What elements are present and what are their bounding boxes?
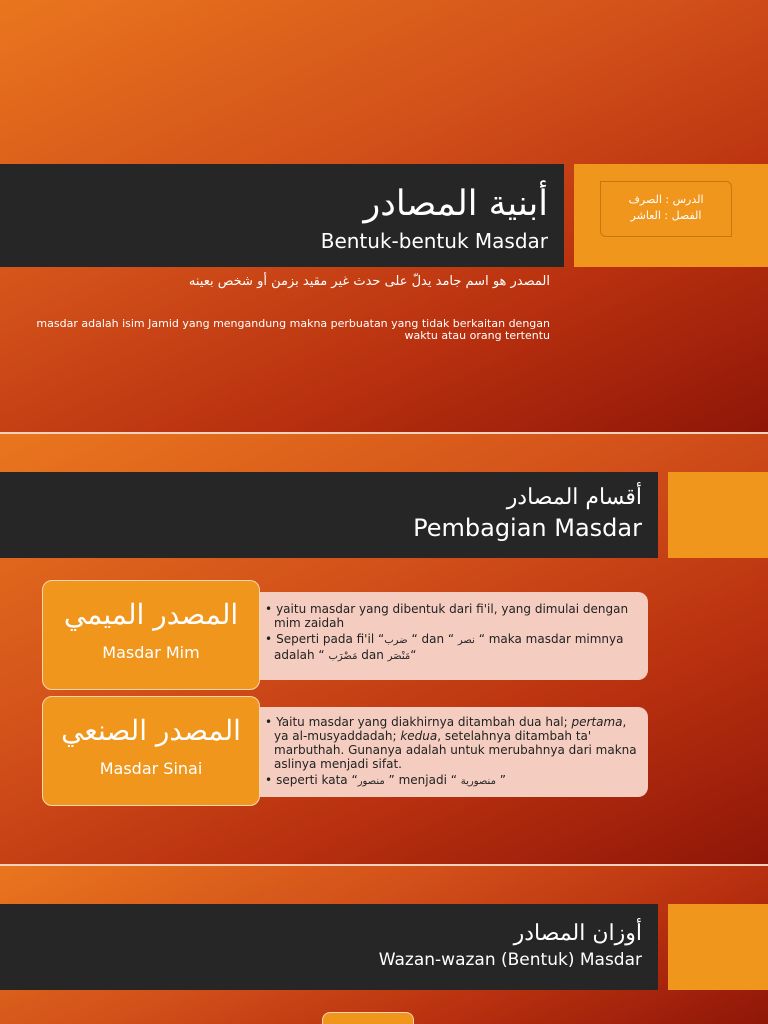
title-bar (0, 904, 658, 990)
slide-title-arabic: أوزان المصادر (513, 921, 642, 946)
slide-subtitle: Bentuk-bentuk Masdar (320, 229, 548, 253)
category-masdar-sinai (42, 696, 260, 806)
category-title: Masdar Sinai (99, 759, 203, 778)
slide-title: Wazan-wazan (Bentuk) Masdar (378, 950, 642, 970)
category-box-partial (322, 1012, 414, 1024)
slide-title-arabic: أقسام المصادر (506, 485, 642, 510)
accent-box (668, 904, 768, 990)
accent-box (668, 472, 768, 558)
bullet-item: • Yaitu masdar yang diakhirnya ditambah dua hal; pertama, ya al-musyaddadah; kedua, setelahnya ditambah ta' marbuthah. Gunanya adalah untuk merubahnya dari makna aslinya menjadi sifat. (264, 715, 638, 771)
lesson-chapter: الفصل : العاشر (630, 209, 702, 222)
slide-title-arabic: أبنية المصادر (363, 184, 548, 224)
description-masdar-mim (250, 592, 648, 680)
definition-indonesian: masdar adalah isim Jamid yang mengandung makna perbuatan yang tidak berkaitan dengan waktu atau orang tertentu (36, 317, 550, 342)
lesson-info-frame (600, 181, 732, 237)
lesson-info-box (574, 164, 768, 267)
slide-3 (0, 866, 768, 1024)
lesson-subject: الدرس : الصرف (628, 193, 704, 206)
slide-1 (0, 0, 768, 432)
slide-title: Pembagian Masdar (413, 514, 642, 542)
category-title-arabic: المصدر الصنعي (61, 714, 241, 747)
slide-2 (0, 434, 768, 864)
definition-arabic: المصدر هو اسم جامد يدلّ على حدث غير مقيد بزمن أو شخص بعينه (188, 274, 550, 289)
bullet-item: • yaitu masdar yang dibentuk dari fi'il, yang dimulai dengan mim zaidah (264, 602, 638, 630)
category-title-arabic: المصدر الميمي (63, 598, 239, 631)
bullet-item: • Seperti pada fi'il “ضرب “ dan “ نصر “ maka masdar mimnya adalah “ مَضْرَب dan مَنْصَر“ (264, 632, 638, 664)
title-bar (0, 164, 564, 267)
description-masdar-sinai (250, 707, 648, 797)
category-masdar-mim (42, 580, 260, 690)
title-bar (0, 472, 658, 558)
bullet-item: • seperti kata “منصور ” menjadi “ منصورية ” (264, 773, 638, 789)
category-title: Masdar Mim (102, 643, 200, 662)
